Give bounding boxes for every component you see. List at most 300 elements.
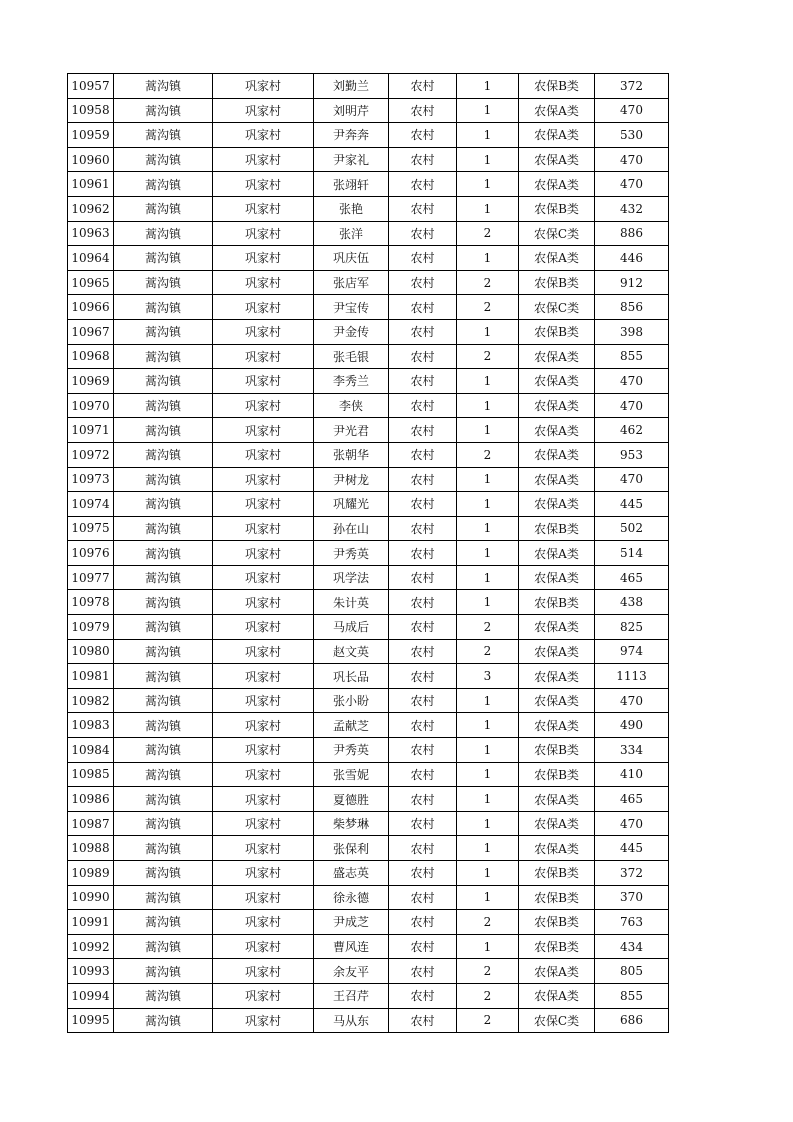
town-cell: 蒿沟镇 — [114, 516, 213, 541]
village-cell: 巩家村 — [213, 467, 314, 492]
table-row — [68, 172, 669, 197]
insurance-category-cell: 农保C类 — [519, 221, 595, 246]
record-id-cell: 10966 — [68, 295, 114, 320]
person-name-cell: 张保利 — [314, 836, 389, 861]
household-type-cell: 农村 — [389, 836, 457, 861]
record-id-cell: 10970 — [68, 393, 114, 418]
amount-cell: 370 — [595, 885, 669, 910]
town-cell: 蒿沟镇 — [114, 123, 213, 148]
person-name-cell: 马成后 — [314, 615, 389, 640]
amount-cell: 514 — [595, 541, 669, 566]
record-id-cell: 10994 — [68, 983, 114, 1008]
household-type-cell: 农村 — [389, 762, 457, 787]
person-name-cell: 曹风连 — [314, 934, 389, 959]
town-cell: 蒿沟镇 — [114, 270, 213, 295]
member-count-cell: 2 — [457, 1008, 519, 1033]
table-row — [68, 861, 669, 886]
amount-cell: 502 — [595, 516, 669, 541]
village-cell: 巩家村 — [213, 688, 314, 713]
member-count-cell: 1 — [457, 713, 519, 738]
table-row — [68, 762, 669, 787]
person-name-cell: 巩学法 — [314, 565, 389, 590]
person-name-cell: 尹家礼 — [314, 147, 389, 172]
town-cell: 蒿沟镇 — [114, 541, 213, 566]
table-row — [68, 246, 669, 271]
village-cell: 巩家村 — [213, 319, 314, 344]
person-name-cell: 巩长品 — [314, 664, 389, 689]
insurance-category-cell: 农保A类 — [519, 787, 595, 812]
person-name-cell: 朱计英 — [314, 590, 389, 615]
member-count-cell: 1 — [457, 467, 519, 492]
amount-cell: 372 — [595, 74, 669, 99]
village-cell: 巩家村 — [213, 541, 314, 566]
table-row — [68, 123, 669, 148]
table-row — [68, 516, 669, 541]
member-count-cell: 2 — [457, 983, 519, 1008]
village-cell: 巩家村 — [213, 762, 314, 787]
town-cell: 蒿沟镇 — [114, 418, 213, 443]
village-cell: 巩家村 — [213, 492, 314, 517]
table-row — [68, 934, 669, 959]
town-cell: 蒿沟镇 — [114, 246, 213, 271]
village-cell: 巩家村 — [213, 295, 314, 320]
member-count-cell: 1 — [457, 319, 519, 344]
amount-cell: 445 — [595, 836, 669, 861]
member-count-cell: 1 — [457, 762, 519, 787]
table-row — [68, 910, 669, 935]
town-cell: 蒿沟镇 — [114, 74, 213, 99]
town-cell: 蒿沟镇 — [114, 836, 213, 861]
village-cell: 巩家村 — [213, 738, 314, 763]
household-type-cell: 农村 — [389, 664, 457, 689]
insurance-category-cell: 农保A类 — [519, 418, 595, 443]
member-count-cell: 1 — [457, 246, 519, 271]
amount-cell: 855 — [595, 344, 669, 369]
table-row — [68, 541, 669, 566]
member-count-cell: 1 — [457, 393, 519, 418]
table-row — [68, 959, 669, 984]
village-cell: 巩家村 — [213, 344, 314, 369]
village-cell: 巩家村 — [213, 442, 314, 467]
household-type-cell: 农村 — [389, 639, 457, 664]
table-row — [68, 983, 669, 1008]
amount-cell: 855 — [595, 983, 669, 1008]
household-type-cell: 农村 — [389, 910, 457, 935]
village-cell: 巩家村 — [213, 664, 314, 689]
member-count-cell: 1 — [457, 565, 519, 590]
person-name-cell: 张毛银 — [314, 344, 389, 369]
village-cell: 巩家村 — [213, 369, 314, 394]
household-type-cell: 农村 — [389, 172, 457, 197]
table-row — [68, 1008, 669, 1033]
records-table — [67, 73, 669, 1033]
household-type-cell: 农村 — [389, 344, 457, 369]
insurance-category-cell: 农保A类 — [519, 246, 595, 271]
amount-cell: 530 — [595, 123, 669, 148]
insurance-category-cell: 农保B类 — [519, 196, 595, 221]
village-cell: 巩家村 — [213, 516, 314, 541]
record-id-cell: 10967 — [68, 319, 114, 344]
town-cell: 蒿沟镇 — [114, 590, 213, 615]
insurance-category-cell: 农保A类 — [519, 713, 595, 738]
insurance-category-cell: 农保A类 — [519, 639, 595, 664]
household-type-cell: 农村 — [389, 713, 457, 738]
village-cell: 巩家村 — [213, 959, 314, 984]
record-id-cell: 10979 — [68, 615, 114, 640]
household-type-cell: 农村 — [389, 1008, 457, 1033]
person-name-cell: 尹光君 — [314, 418, 389, 443]
person-name-cell: 徐永德 — [314, 885, 389, 910]
town-cell: 蒿沟镇 — [114, 467, 213, 492]
household-type-cell: 农村 — [389, 787, 457, 812]
amount-cell: 445 — [595, 492, 669, 517]
town-cell: 蒿沟镇 — [114, 959, 213, 984]
person-name-cell: 张店军 — [314, 270, 389, 295]
insurance-category-cell: 农保A类 — [519, 98, 595, 123]
record-id-cell: 10963 — [68, 221, 114, 246]
village-cell: 巩家村 — [213, 246, 314, 271]
member-count-cell: 1 — [457, 123, 519, 148]
member-count-cell: 1 — [457, 369, 519, 394]
member-count-cell: 2 — [457, 221, 519, 246]
insurance-category-cell: 农保A类 — [519, 147, 595, 172]
person-name-cell: 尹秀英 — [314, 541, 389, 566]
table-row — [68, 492, 669, 517]
record-id-cell: 10981 — [68, 664, 114, 689]
insurance-category-cell: 农保B类 — [519, 270, 595, 295]
table-row — [68, 369, 669, 394]
person-name-cell: 张雪妮 — [314, 762, 389, 787]
member-count-cell: 2 — [457, 639, 519, 664]
record-id-cell: 10961 — [68, 172, 114, 197]
insurance-category-cell: 农保A类 — [519, 836, 595, 861]
household-type-cell: 农村 — [389, 246, 457, 271]
household-type-cell: 农村 — [389, 959, 457, 984]
person-name-cell: 尹奔奔 — [314, 123, 389, 148]
amount-cell: 334 — [595, 738, 669, 763]
member-count-cell: 1 — [457, 934, 519, 959]
town-cell: 蒿沟镇 — [114, 565, 213, 590]
person-name-cell: 巩耀光 — [314, 492, 389, 517]
household-type-cell: 农村 — [389, 295, 457, 320]
record-id-cell: 10984 — [68, 738, 114, 763]
person-name-cell: 张艳 — [314, 196, 389, 221]
household-type-cell: 农村 — [389, 418, 457, 443]
town-cell: 蒿沟镇 — [114, 713, 213, 738]
village-cell: 巩家村 — [213, 270, 314, 295]
record-id-cell: 10990 — [68, 885, 114, 910]
table-row — [68, 442, 669, 467]
amount-cell: 470 — [595, 98, 669, 123]
member-count-cell: 1 — [457, 836, 519, 861]
town-cell: 蒿沟镇 — [114, 664, 213, 689]
household-type-cell: 农村 — [389, 590, 457, 615]
person-name-cell: 孙在山 — [314, 516, 389, 541]
village-cell: 巩家村 — [213, 983, 314, 1008]
insurance-category-cell: 农保B类 — [519, 516, 595, 541]
person-name-cell: 夏德胜 — [314, 787, 389, 812]
amount-cell: 686 — [595, 1008, 669, 1033]
member-count-cell: 1 — [457, 811, 519, 836]
person-name-cell: 尹成芝 — [314, 910, 389, 935]
amount-cell: 410 — [595, 762, 669, 787]
member-count-cell: 1 — [457, 516, 519, 541]
household-type-cell: 农村 — [389, 123, 457, 148]
amount-cell: 432 — [595, 196, 669, 221]
record-id-cell: 10986 — [68, 787, 114, 812]
household-type-cell: 农村 — [389, 98, 457, 123]
town-cell: 蒿沟镇 — [114, 787, 213, 812]
record-id-cell: 10969 — [68, 369, 114, 394]
town-cell: 蒿沟镇 — [114, 885, 213, 910]
member-count-cell: 2 — [457, 910, 519, 935]
household-type-cell: 农村 — [389, 565, 457, 590]
village-cell: 巩家村 — [213, 590, 314, 615]
town-cell: 蒿沟镇 — [114, 492, 213, 517]
insurance-category-cell: 农保B类 — [519, 319, 595, 344]
village-cell: 巩家村 — [213, 196, 314, 221]
record-id-cell: 10977 — [68, 565, 114, 590]
record-id-cell: 10995 — [68, 1008, 114, 1033]
village-cell: 巩家村 — [213, 565, 314, 590]
table-row — [68, 565, 669, 590]
table-row — [68, 295, 669, 320]
table-row — [68, 811, 669, 836]
town-cell: 蒿沟镇 — [114, 1008, 213, 1033]
record-id-cell: 10968 — [68, 344, 114, 369]
household-type-cell: 农村 — [389, 147, 457, 172]
amount-cell: 446 — [595, 246, 669, 271]
amount-cell: 438 — [595, 590, 669, 615]
table-row — [68, 221, 669, 246]
amount-cell: 462 — [595, 418, 669, 443]
member-count-cell: 1 — [457, 492, 519, 517]
town-cell: 蒿沟镇 — [114, 221, 213, 246]
table-row — [68, 98, 669, 123]
amount-cell: 470 — [595, 393, 669, 418]
table-row — [68, 787, 669, 812]
table-row — [68, 467, 669, 492]
household-type-cell: 农村 — [389, 615, 457, 640]
insurance-category-cell: 农保C类 — [519, 1008, 595, 1033]
table-row — [68, 74, 669, 99]
person-name-cell: 李秀兰 — [314, 369, 389, 394]
household-type-cell: 农村 — [389, 369, 457, 394]
household-type-cell: 农村 — [389, 516, 457, 541]
person-name-cell: 张朝华 — [314, 442, 389, 467]
amount-cell: 470 — [595, 467, 669, 492]
village-cell: 巩家村 — [213, 393, 314, 418]
record-id-cell: 10974 — [68, 492, 114, 517]
insurance-category-cell: 农保B类 — [519, 934, 595, 959]
town-cell: 蒿沟镇 — [114, 369, 213, 394]
town-cell: 蒿沟镇 — [114, 861, 213, 886]
table-row — [68, 344, 669, 369]
household-type-cell: 农村 — [389, 196, 457, 221]
amount-cell: 470 — [595, 147, 669, 172]
town-cell: 蒿沟镇 — [114, 983, 213, 1008]
village-cell: 巩家村 — [213, 418, 314, 443]
amount-cell: 886 — [595, 221, 669, 246]
amount-cell: 470 — [595, 688, 669, 713]
member-count-cell: 1 — [457, 418, 519, 443]
member-count-cell: 1 — [457, 787, 519, 812]
insurance-category-cell: 农保A类 — [519, 393, 595, 418]
insurance-category-cell: 农保B类 — [519, 762, 595, 787]
insurance-category-cell: 农保B类 — [519, 885, 595, 910]
record-id-cell: 10975 — [68, 516, 114, 541]
person-name-cell: 巩庆伍 — [314, 246, 389, 271]
town-cell: 蒿沟镇 — [114, 442, 213, 467]
table-row — [68, 639, 669, 664]
household-type-cell: 农村 — [389, 393, 457, 418]
household-type-cell: 农村 — [389, 885, 457, 910]
amount-cell: 372 — [595, 861, 669, 886]
table-row — [68, 196, 669, 221]
person-name-cell: 孟献芝 — [314, 713, 389, 738]
household-type-cell: 农村 — [389, 688, 457, 713]
amount-cell: 398 — [595, 319, 669, 344]
town-cell: 蒿沟镇 — [114, 344, 213, 369]
amount-cell: 974 — [595, 639, 669, 664]
table-row — [68, 615, 669, 640]
person-name-cell: 刘明芹 — [314, 98, 389, 123]
record-id-cell: 10987 — [68, 811, 114, 836]
insurance-category-cell: 农保B类 — [519, 861, 595, 886]
town-cell: 蒿沟镇 — [114, 295, 213, 320]
member-count-cell: 1 — [457, 74, 519, 99]
table-row — [68, 688, 669, 713]
household-type-cell: 农村 — [389, 442, 457, 467]
record-id-cell: 10980 — [68, 639, 114, 664]
person-name-cell: 张小盼 — [314, 688, 389, 713]
table-row — [68, 885, 669, 910]
household-type-cell: 农村 — [389, 492, 457, 517]
member-count-cell: 2 — [457, 442, 519, 467]
table-row — [68, 738, 669, 763]
member-count-cell: 2 — [457, 270, 519, 295]
village-cell: 巩家村 — [213, 836, 314, 861]
amount-cell: 465 — [595, 565, 669, 590]
amount-cell: 470 — [595, 172, 669, 197]
village-cell: 巩家村 — [213, 885, 314, 910]
record-id-cell: 10976 — [68, 541, 114, 566]
town-cell: 蒿沟镇 — [114, 934, 213, 959]
insurance-category-cell: 农保A类 — [519, 442, 595, 467]
amount-cell: 470 — [595, 369, 669, 394]
household-type-cell: 农村 — [389, 221, 457, 246]
insurance-category-cell: 农保A类 — [519, 664, 595, 689]
member-count-cell: 3 — [457, 664, 519, 689]
table-row — [68, 147, 669, 172]
record-id-cell: 10989 — [68, 861, 114, 886]
village-cell: 巩家村 — [213, 98, 314, 123]
insurance-category-cell: 农保A类 — [519, 688, 595, 713]
town-cell: 蒿沟镇 — [114, 910, 213, 935]
record-id-cell: 10992 — [68, 934, 114, 959]
village-cell: 巩家村 — [213, 147, 314, 172]
insurance-category-cell: 农保B类 — [519, 910, 595, 935]
village-cell: 巩家村 — [213, 713, 314, 738]
town-cell: 蒿沟镇 — [114, 639, 213, 664]
town-cell: 蒿沟镇 — [114, 811, 213, 836]
household-type-cell: 农村 — [389, 861, 457, 886]
amount-cell: 763 — [595, 910, 669, 935]
member-count-cell: 2 — [457, 959, 519, 984]
insurance-category-cell: 农保B类 — [519, 738, 595, 763]
amount-cell: 825 — [595, 615, 669, 640]
table-row — [68, 418, 669, 443]
person-name-cell: 尹秀英 — [314, 738, 389, 763]
record-id-cell: 10959 — [68, 123, 114, 148]
village-cell: 巩家村 — [213, 123, 314, 148]
record-id-cell: 10960 — [68, 147, 114, 172]
insurance-category-cell: 农保A类 — [519, 172, 595, 197]
village-cell: 巩家村 — [213, 861, 314, 886]
insurance-category-cell: 农保A类 — [519, 492, 595, 517]
record-id-cell: 10972 — [68, 442, 114, 467]
record-id-cell: 10973 — [68, 467, 114, 492]
person-name-cell: 余友平 — [314, 959, 389, 984]
insurance-category-cell: 农保A类 — [519, 565, 595, 590]
insurance-category-cell: 农保A类 — [519, 467, 595, 492]
insurance-category-cell: 农保A类 — [519, 811, 595, 836]
person-name-cell: 王召芹 — [314, 983, 389, 1008]
person-name-cell: 柴梦琳 — [314, 811, 389, 836]
village-cell: 巩家村 — [213, 221, 314, 246]
person-name-cell: 李侠 — [314, 393, 389, 418]
village-cell: 巩家村 — [213, 615, 314, 640]
town-cell: 蒿沟镇 — [114, 147, 213, 172]
village-cell: 巩家村 — [213, 639, 314, 664]
town-cell: 蒿沟镇 — [114, 738, 213, 763]
town-cell: 蒿沟镇 — [114, 98, 213, 123]
village-cell: 巩家村 — [213, 172, 314, 197]
household-type-cell: 农村 — [389, 74, 457, 99]
village-cell: 巩家村 — [213, 1008, 314, 1033]
household-type-cell: 农村 — [389, 811, 457, 836]
village-cell: 巩家村 — [213, 934, 314, 959]
record-id-cell: 10962 — [68, 196, 114, 221]
amount-cell: 953 — [595, 442, 669, 467]
person-name-cell: 刘勤兰 — [314, 74, 389, 99]
amount-cell: 465 — [595, 787, 669, 812]
insurance-category-cell: 农保A类 — [519, 369, 595, 394]
insurance-category-cell: 农保C类 — [519, 295, 595, 320]
amount-cell: 856 — [595, 295, 669, 320]
table-row — [68, 836, 669, 861]
amount-cell: 470 — [595, 811, 669, 836]
table-row — [68, 393, 669, 418]
record-id-cell: 10978 — [68, 590, 114, 615]
record-id-cell: 10985 — [68, 762, 114, 787]
table-row — [68, 590, 669, 615]
table-row — [68, 713, 669, 738]
town-cell: 蒿沟镇 — [114, 688, 213, 713]
member-count-cell: 1 — [457, 196, 519, 221]
record-id-cell: 10964 — [68, 246, 114, 271]
insurance-category-cell: 农保A类 — [519, 983, 595, 1008]
insurance-category-cell: 农保A类 — [519, 541, 595, 566]
record-id-cell: 10957 — [68, 74, 114, 99]
town-cell: 蒿沟镇 — [114, 196, 213, 221]
member-count-cell: 1 — [457, 147, 519, 172]
member-count-cell: 1 — [457, 861, 519, 886]
insurance-category-cell: 农保A类 — [519, 123, 595, 148]
record-id-cell: 10965 — [68, 270, 114, 295]
record-id-cell: 10988 — [68, 836, 114, 861]
member-count-cell: 1 — [457, 885, 519, 910]
